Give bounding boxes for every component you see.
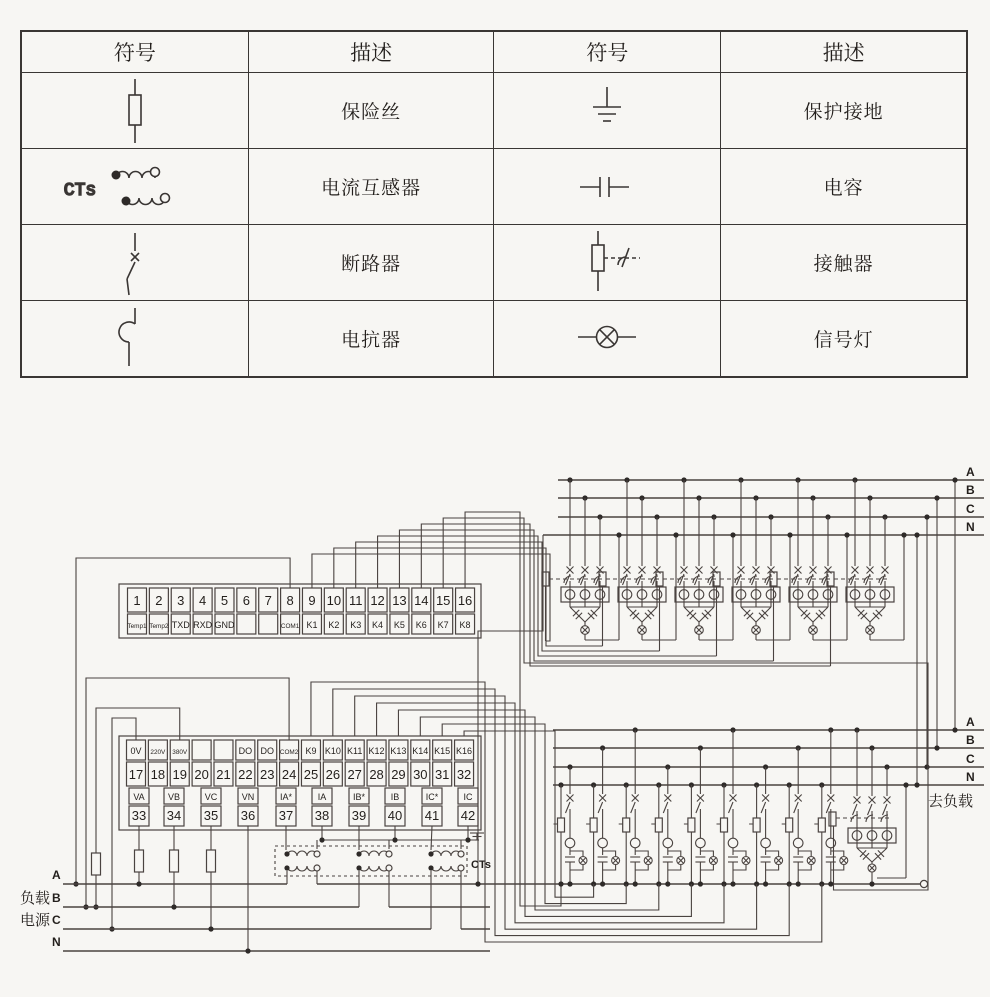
junction-dot (869, 881, 874, 886)
terminal-number: 8 (286, 593, 294, 608)
terminal-label: K5 (393, 620, 405, 630)
terminal-label: K4 (372, 620, 384, 630)
wire (831, 851, 844, 856)
junction-dot (901, 532, 906, 537)
terminal-number: 22 (238, 767, 253, 782)
breaker-icon (663, 802, 668, 813)
terminal-label: DO (238, 746, 253, 756)
contactor-coil (590, 818, 597, 832)
terminal-label: DO (260, 746, 274, 756)
legend-description: 断路器 (248, 225, 494, 301)
wire (700, 865, 713, 870)
terminal-label: K15 (434, 746, 451, 756)
contactor-coil (829, 812, 836, 826)
terminal-number: 15 (435, 593, 451, 608)
terminal-number: 25 (303, 767, 319, 782)
breaker-icon (696, 802, 701, 813)
wire (733, 851, 746, 856)
junction-dot (633, 881, 638, 886)
terminal-circle (920, 880, 927, 887)
contactor-coil (623, 818, 630, 832)
terminal-label: TXD (171, 620, 190, 630)
terminal-number: 41 (424, 808, 440, 823)
bus-label-load: N (52, 935, 61, 949)
bus-label-top: C (966, 502, 975, 516)
fuse (170, 850, 179, 872)
terminal-box (237, 614, 256, 634)
junction-dot (914, 532, 919, 537)
terminal-label: IB (390, 792, 400, 802)
load-power-annotation: 电源 (20, 912, 51, 929)
terminal-label: K1 (306, 620, 318, 630)
wire (570, 865, 583, 870)
wire (570, 851, 583, 856)
breaker-icon (826, 802, 831, 813)
reactor-icon (630, 838, 640, 848)
terminal-number: 35 (203, 808, 219, 823)
terminal-label: COM2 (279, 749, 299, 756)
terminal-number: 24 (281, 767, 297, 782)
terminal-label: IB* (352, 792, 366, 802)
breaker-icon (868, 804, 873, 815)
junction-dot (600, 881, 605, 886)
terminal-label: 220V (150, 749, 166, 756)
bus-label-top: N (966, 520, 975, 534)
wire (766, 851, 779, 856)
wire (855, 607, 870, 622)
wire (570, 607, 585, 622)
ct-polarity-dot (428, 851, 433, 856)
legend-header-1: 描述 (248, 31, 494, 73)
terminal-number: 1 (133, 593, 141, 608)
terminal-label: IA (317, 792, 327, 802)
terminal-label: K3 (350, 620, 362, 630)
breaker-icon (566, 802, 571, 813)
wire (798, 851, 811, 856)
terminal-label: K8 (459, 620, 471, 630)
reactor-icon (696, 838, 706, 848)
breaker-icon (729, 802, 734, 813)
terminal-label: K11 (347, 746, 363, 756)
wire (870, 607, 885, 622)
junction-dot (844, 532, 849, 537)
control-wire-k16 (464, 731, 594, 897)
terminal-number: 37 (278, 808, 294, 823)
reactor-icon (761, 838, 771, 848)
wire (766, 865, 779, 870)
junction-dot (171, 904, 176, 909)
junction-dot (665, 881, 670, 886)
terminal-number: 26 (325, 767, 341, 782)
ct-polarity-dot (356, 865, 361, 870)
bus-label-load: B (52, 891, 61, 905)
terminal-label: VN (241, 792, 255, 802)
legend-header-2: 符号 (494, 31, 721, 73)
bus-label-mid: N (966, 770, 975, 784)
terminal-label: K9 (305, 746, 317, 756)
terminal-number: 28 (369, 767, 384, 782)
legend-header-0: 符号 (21, 31, 248, 73)
terminal-number: 23 (259, 767, 275, 782)
terminal-number: 38 (314, 808, 330, 823)
terminal-number: 7 (264, 593, 272, 608)
terminal-circle (458, 851, 464, 857)
terminal-number: 31 (434, 767, 450, 782)
terminal-label: IC (463, 792, 473, 802)
terminal-number: 19 (172, 767, 187, 782)
terminal-number: 36 (240, 808, 256, 823)
terminal-number: 11 (348, 593, 363, 608)
reactor-icon (793, 838, 803, 848)
terminal-number: 17 (128, 767, 144, 782)
reactor-icon (598, 838, 608, 848)
wire (813, 607, 828, 622)
junction-dot (924, 764, 929, 769)
ct-polarity-dot (284, 865, 289, 870)
wire (642, 607, 657, 622)
terminal-number: 12 (370, 593, 385, 608)
breaker-icon (761, 802, 766, 813)
junction-dot (934, 745, 939, 750)
junction-dot (136, 881, 141, 886)
breaker-icon (631, 802, 636, 813)
wire (733, 865, 746, 870)
terminal-number: 13 (392, 593, 407, 608)
terminal-number: 2 (155, 593, 163, 608)
bus-label-mid: C (966, 752, 975, 766)
terminal-number: 32 (456, 767, 472, 782)
wire (700, 851, 713, 856)
terminal-number: 16 (457, 593, 473, 608)
junction-dot (730, 881, 735, 886)
junction-dot (952, 477, 957, 482)
contactor-coil (558, 818, 565, 832)
terminal-label: IA* (279, 792, 293, 802)
junction-dot (828, 881, 833, 886)
junction-dot (475, 881, 480, 886)
terminal-label: Temp2 (149, 623, 169, 630)
terminal-label: K16 (456, 746, 473, 756)
contactor-coil (655, 818, 662, 832)
legend-header-3: 描述 (721, 31, 967, 73)
junction-dot (698, 881, 703, 886)
breaker-icon (794, 802, 799, 813)
contactor-coil (818, 818, 825, 832)
junction-dot (558, 881, 563, 886)
terminal-label: K10 (324, 746, 341, 756)
terminal-circle (386, 851, 392, 857)
wire (684, 607, 699, 622)
terminal-label: K13 (390, 746, 407, 756)
terminal-number: 5 (220, 593, 229, 608)
wire (635, 851, 648, 856)
terminal-label: IC* (425, 792, 439, 802)
terminal-number: 42 (460, 808, 476, 823)
terminal-label: COM1 (280, 623, 300, 630)
bus-label-load: C (52, 913, 61, 927)
ct-coil (359, 851, 389, 856)
terminal-number: 14 (414, 593, 429, 608)
terminal-label: GND (214, 620, 235, 630)
terminal-label: K6 (415, 620, 427, 630)
junction-dot (465, 837, 470, 842)
terminal-label: K2 (328, 620, 340, 630)
wire (627, 607, 642, 622)
terminal-box (192, 740, 211, 760)
bus-label-top: B (966, 483, 975, 497)
junction-dot (319, 837, 324, 842)
contactor-coil (688, 818, 695, 832)
terminal-circle (314, 865, 320, 871)
terminal-number: 34 (166, 808, 182, 823)
legend-description: 电容 (721, 149, 967, 225)
terminal-circle (314, 851, 320, 857)
terminal-number: 29 (391, 767, 406, 782)
reactor-icon (826, 838, 836, 848)
terminal-number: 20 (194, 767, 209, 782)
wire (798, 607, 813, 622)
junction-dot (208, 926, 213, 931)
wire (872, 848, 887, 862)
wire (635, 865, 648, 870)
wire (831, 865, 844, 870)
terminal-label: VA (133, 792, 145, 802)
breaker-icon (853, 804, 858, 815)
terminal-number: 4 (198, 593, 207, 608)
junction-dot (673, 532, 678, 537)
terminal-number: 39 (351, 808, 367, 823)
terminal-label: 0V (130, 746, 142, 756)
terminal-label: K7 (437, 620, 449, 630)
wire (741, 607, 756, 622)
load-power-annotation: 负载 (20, 890, 51, 907)
wire (603, 851, 616, 856)
wire (857, 848, 872, 862)
junction-dot (796, 881, 801, 886)
fuse (135, 850, 144, 872)
bus-label-top: A (966, 465, 975, 479)
terminal-box (214, 740, 233, 760)
wire (585, 607, 600, 622)
junction-dot (934, 495, 939, 500)
ct-polarity-dot (356, 851, 361, 856)
terminal-number: 30 (413, 767, 428, 782)
terminal-number: 33 (131, 808, 147, 823)
junction-dot (952, 727, 957, 732)
terminal-number: 10 (326, 593, 342, 608)
terminal-number: 40 (387, 808, 403, 823)
junction-dot (763, 881, 768, 886)
junction-dot (924, 514, 929, 519)
terminal-number: 27 (347, 767, 362, 782)
wire (756, 607, 771, 622)
reactor-icon (663, 838, 673, 848)
wire (798, 865, 811, 870)
junction-dot (730, 532, 735, 537)
junction-dot (616, 532, 621, 537)
terminal-number: 3 (177, 593, 185, 608)
terminal-label: RXD (193, 620, 213, 630)
legend-description: 接触器 (721, 225, 967, 301)
terminal-label: VC (204, 792, 218, 802)
ct-coil (287, 851, 317, 856)
terminal-circle (386, 865, 392, 871)
wire (668, 865, 681, 870)
junction-dot (787, 532, 792, 537)
bus-label-mid: A (966, 715, 975, 729)
junction-dot (914, 782, 919, 787)
control-wire-k7 (443, 518, 928, 890)
terminal-label: 380V (172, 749, 188, 756)
wire (668, 851, 681, 856)
legend-description: 电抗器 (248, 301, 494, 377)
breaker-icon (598, 802, 603, 813)
contactor-coil (753, 818, 760, 832)
control-wire-k6 (421, 524, 830, 666)
terminal-box (259, 614, 278, 634)
ct-symbol-label: CTs (63, 180, 97, 201)
terminal-number: 9 (308, 593, 316, 608)
fuse (207, 850, 216, 872)
terminal-label: K14 (412, 746, 429, 756)
ct-group-box (275, 846, 467, 876)
terminal-label: Temp1 (127, 623, 147, 630)
ct-polarity-dot (428, 865, 433, 870)
legend-description: 保险丝 (248, 73, 494, 149)
terminal-number: 18 (150, 767, 166, 782)
terminal-number: 6 (242, 593, 250, 608)
ct-polarity-dot (284, 851, 289, 856)
breaker-icon (883, 804, 888, 815)
terminal-number: 21 (216, 767, 231, 782)
contactor-coil (721, 818, 728, 832)
reactor-icon (728, 838, 738, 848)
junction-dot (567, 881, 572, 886)
control-wire-k8 (465, 512, 561, 906)
wire (699, 607, 714, 622)
wire (603, 865, 616, 870)
bus-label-load: A (52, 868, 61, 882)
legend-description: 电流互感器 (248, 149, 494, 225)
to-load-annotation: 去负载 (928, 793, 974, 810)
ct-coil (359, 866, 389, 871)
ct-coil (287, 866, 317, 871)
junction-dot (392, 837, 397, 842)
reactor-icon (565, 838, 575, 848)
contactor-coil (786, 818, 793, 832)
fuse (92, 853, 101, 875)
terminal-label: VB (167, 792, 181, 802)
legend-description: 保护接地 (721, 73, 967, 149)
junction-dot (903, 782, 908, 787)
legend-description: 信号灯 (721, 301, 967, 377)
junction-dot (245, 948, 250, 953)
terminal-circle (458, 865, 464, 871)
ct-coil (431, 851, 461, 856)
cts-annotation: CTs (471, 859, 491, 871)
terminal-label: K12 (368, 746, 385, 756)
bus-label-mid: B (966, 733, 975, 747)
com2-wire (86, 678, 289, 907)
ct-coil (431, 866, 461, 871)
